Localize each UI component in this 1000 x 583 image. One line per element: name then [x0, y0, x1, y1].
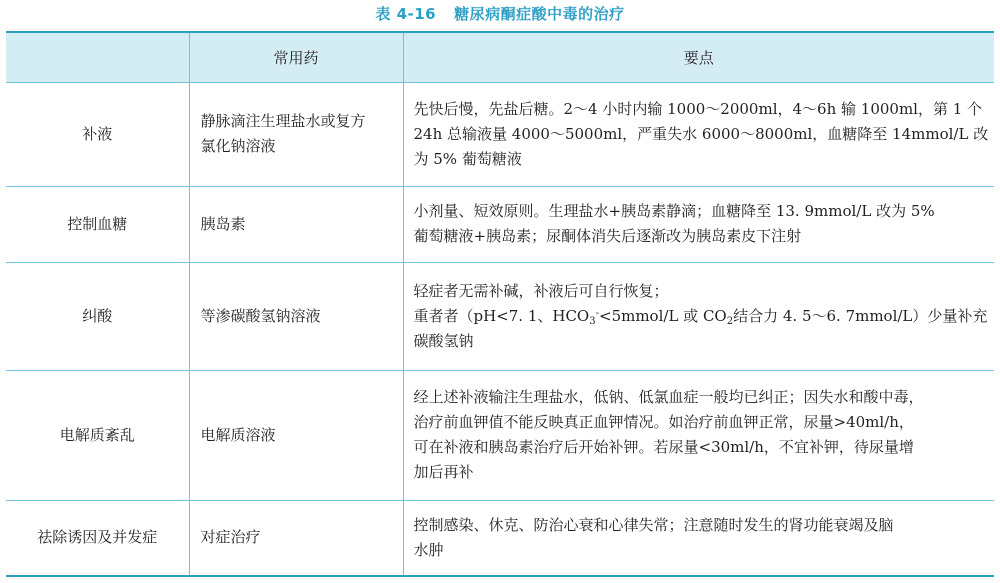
- header-cell-drug: 常用药: [189, 32, 403, 82]
- header-row: [6, 32, 994, 82]
- table-header: [6, 32, 994, 82]
- table-row: [6, 500, 994, 576]
- item-cell: 补液: [6, 82, 189, 186]
- points-line: 轻症者无需补碱，补液后可自行恢复；: [413, 281, 669, 300]
- item-cell: 控制血糖: [6, 186, 189, 262]
- points-line: 碳酸氢钠: [413, 331, 474, 350]
- drug-cell: [189, 500, 403, 576]
- points-line: 经上述补液输注生理盐水，低钠、低氯血症一般均已纠正；因失水和酸中毒，: [413, 388, 924, 406]
- drug-cell: [189, 82, 403, 186]
- table-row: [6, 262, 994, 370]
- drug-cell: [189, 370, 403, 500]
- table-row: [6, 82, 994, 186]
- points-line: [413, 304, 988, 329]
- table-row: [6, 186, 994, 262]
- points-line: 先快后慢，先盐后糖。2～4 小时内输 1000～2000ml，4～6h 输 1000ml，第 1 个: [413, 99, 983, 118]
- drug-line: 静脉滴注生理盐水或复方: [200, 112, 366, 130]
- item-cell: 纠酸: [6, 262, 189, 370]
- points-line: 加后再补: [413, 463, 474, 481]
- drug-line: 胰岛素: [200, 214, 246, 233]
- formula-text: 重者者（pH<7. 1、HCO: [413, 306, 590, 325]
- points-cell: [403, 186, 994, 262]
- points-line: 可在补液和胰岛素治疗后开始补钾。若尿量<30ml/h，不宜补钾，待尿量增: [413, 438, 914, 456]
- subscript: 3: [589, 315, 596, 327]
- header-cell-item: [6, 32, 189, 82]
- formula-text: 结合力 4. 5～6. 7mmol/L）少量补充: [733, 306, 988, 325]
- points-line: 葡萄糖液+胰岛素；尿酮体消失后逐渐改为胰岛素皮下注射: [413, 227, 802, 245]
- points-cell: [403, 370, 994, 500]
- drug-cell: [189, 262, 403, 370]
- points-line: 24h 总输液量 4000～5000ml，严重失水 6000～8000ml，血糖降至 14mmol/L 改: [413, 124, 989, 143]
- table-body: [6, 82, 994, 576]
- drug-line: 等渗碳酸氢钠溶液: [200, 306, 321, 325]
- points-line: 为 5% 葡萄糖液: [413, 149, 522, 168]
- drug-line: 对症治疗: [200, 528, 261, 547]
- drug-line: 氯化钠溶液: [200, 137, 276, 155]
- points-line: 治疗前血钾值不能反映真正血钾情况。如治疗前血钾正常，尿量>40ml/h，: [413, 413, 914, 431]
- points-line: 控制感染、休克、防治心衰和心律失常；注意随时发生的肾功能衰竭及脑: [413, 515, 894, 534]
- item-cell: 祛除诱因及并发症: [6, 500, 189, 576]
- drug-line: 电解质溶液: [200, 425, 276, 444]
- item-cell: 电解质紊乱: [6, 370, 189, 500]
- drug-cell: [189, 186, 403, 262]
- table-title: [0, 3, 1000, 25]
- treatment-table: [6, 31, 994, 577]
- subscript: 2: [726, 315, 734, 327]
- points-cell: [403, 262, 994, 370]
- header-cell-points: 要点: [683, 48, 714, 67]
- points-line: 小剂量、短效原则。生理盐水+胰岛素静滴；血糖降至 13. 9mmol/L 改为 5%: [413, 202, 935, 220]
- formula-text: <5mmol/L 或 CO: [599, 306, 727, 325]
- table-row: [6, 370, 994, 500]
- table-number: 表 4-16: [375, 5, 437, 23]
- superscript: -: [595, 307, 599, 319]
- table-caption: 糖尿病酮症酸中毒的治疗: [454, 5, 625, 23]
- points-line: 水肿: [413, 540, 444, 559]
- points-cell: [403, 500, 994, 576]
- points-cell: [403, 82, 994, 186]
